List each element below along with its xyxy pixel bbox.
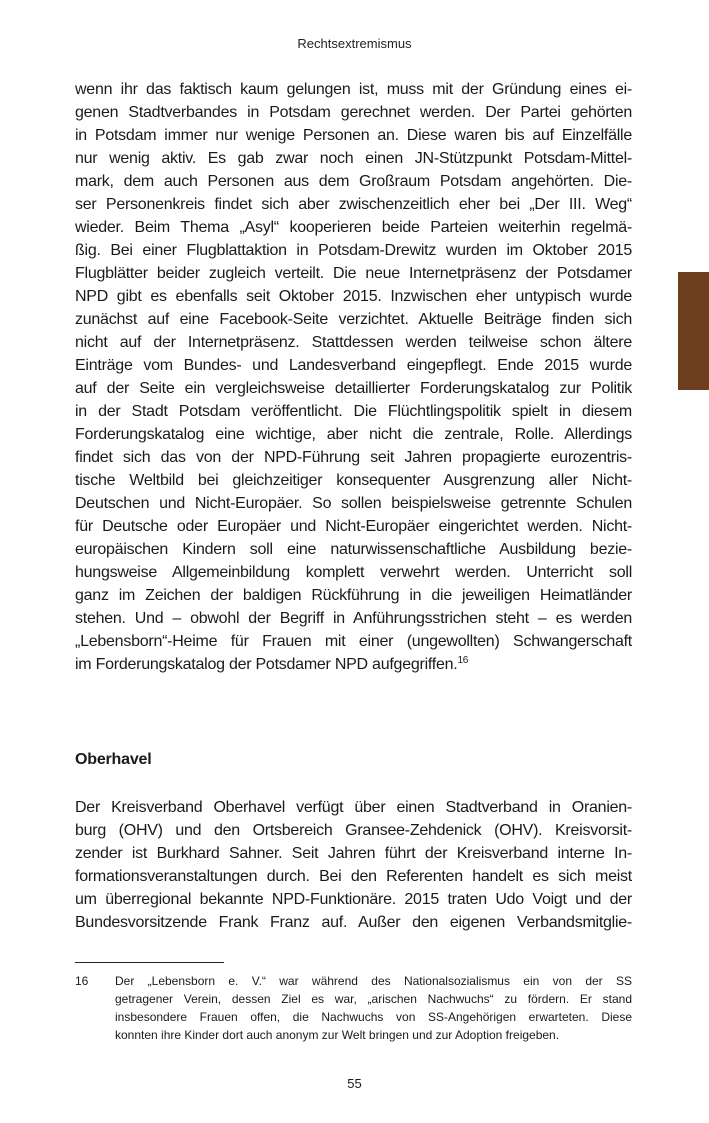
- chapter-tab-marker: [678, 272, 709, 390]
- page-number: 55: [347, 1076, 362, 1091]
- text-line: Einträge vom Bundes- und Landesverband eingepflegt. Ende 2015 wurde: [75, 357, 632, 374]
- text-line: in der Stadt Potsdam veröffentlicht. Die Flüchtlingspolitik spielt in diesem: [75, 403, 632, 420]
- body-paragraph-2: [75, 796, 632, 934]
- text-line: europäischen Kindern soll eine naturwissenschaftliche Ausbildung bezie-: [75, 541, 632, 558]
- text-line: um überregional bekannte NPD-Funktionäre. 2015 traten Udo Voigt und der: [75, 891, 632, 908]
- text-line-last: [75, 653, 632, 676]
- text-line: wenn ihr das faktisch kaum gelungen ist, muss mit der Gründung eines ei-: [75, 81, 632, 98]
- section-heading: Oberhavel: [75, 751, 152, 768]
- text-line: zender ist Burkhard Sahner. Seit Jahren führt der Kreisverband interne In-: [75, 845, 632, 862]
- text-line: stehen. Und – obwohl der Begriff in Anführungsstrichen steht – es werden: [75, 610, 632, 627]
- footnote-separator: [75, 962, 224, 963]
- text-line: Deutschen und Nicht-Europäer. So sollen beispielsweise getrennte Schulen: [75, 495, 632, 512]
- text-line: für Deutsche oder Europäer und Nicht-Europäer eingerichtet werden. Nicht-: [75, 518, 632, 535]
- footnote-line: konnten ihre Kinder dort auch anonym zur Welt bringen und zur Adoption freigeben.: [115, 1028, 560, 1042]
- text-line-last-content: im Forderungskatalog der Potsdamer NPD aufgegriffen.: [75, 656, 458, 673]
- footnote-line: Der „Lebensborn e. V.“ war während des Nationalsozialismus ein von der SS: [115, 974, 632, 988]
- running-header: Rechtsextremismus: [297, 36, 412, 51]
- text-line: ßig. Bei einer Flugblattaktion in Potsdam-Drewitz wurden im Oktober 2015: [75, 242, 632, 259]
- text-line: Forderungskatalog eine wichtige, aber nicht die zentrale, Rolle. Allerdings: [75, 426, 632, 443]
- footnote-number: 16: [75, 974, 89, 988]
- text-line: zunächst auf eine Facebook-Seite verzichtet. Aktuelle Beiträge finden sich: [75, 311, 632, 328]
- text-line: Flugblätter beider zugleich verteilt. Die neue Internetpräsenz der Potsdamer: [75, 265, 632, 282]
- text-line: ganz im Zeichen der baldigen Rückführung in die jeweiligen Heimatländer: [75, 587, 632, 604]
- footnote-line: getragener Verein, dessen Ziel es war, „arischen Nachwuchs“ zu fördern. Er stand: [115, 992, 632, 1006]
- text-line: nicht auf der Internetpräsenz. Stattdessen werden teilweise schon ältere: [75, 334, 632, 351]
- text-line: NPD gibt es ebenfalls seit Oktober 2015. Inzwischen eher untypisch wurde: [75, 288, 632, 305]
- footnote-text: [115, 972, 632, 1044]
- text-line: auf der Seite ein vergleichsweise detaillierter Forderungskatalog zur Politik: [75, 380, 632, 397]
- text-line: wieder. Beim Thema „Asyl“ kooperieren beide Parteien weiterhin regelmä-: [75, 219, 632, 236]
- body-paragraph-1: [75, 78, 632, 676]
- text-line: burg (OHV) und den Ortsbereich Gransee-Zehdenick (OHV). Kreisvorsit-: [75, 822, 632, 839]
- text-line: Bundesvorsitzende Frank Franz auf. Außer den eigenen Verbandsmitglie-: [75, 914, 632, 931]
- text-line: „Lebensborn“-Heime für Frauen mit einer (ungewollten) Schwangerschaft: [75, 633, 632, 650]
- text-line: Der Kreisverband Oberhavel verfügt über einen Stadtverband in Oranien-: [75, 799, 632, 816]
- text-line: hungsweise Allgemeinbildung komplett verwehrt werden. Unterricht soll: [75, 564, 632, 581]
- text-line: in Potsdam immer nur wenige Personen an. Diese waren bis auf Einzelfälle: [75, 127, 632, 144]
- text-line: mark, dem auch Personen aus dem Großraum Potsdam angehörten. Die-: [75, 173, 632, 190]
- text-line: ser Personenkreis findet sich aber zwischenzeitlich eher bei „Der III. Weg“: [75, 196, 632, 213]
- text-line: findet sich das von der NPD-Führung seit Jahren propagierte eurozentris-: [75, 449, 632, 466]
- text-line: formationsveranstaltungen durch. Bei den Referenten handelt es sich meist: [75, 868, 632, 885]
- footnote-reference[interactable]: 16: [457, 655, 469, 666]
- text-line: genen Stadtverbandes in Potsdam gerechnet werden. Der Partei gehörten: [75, 104, 632, 121]
- footnote-line: insbesondere Frauen offen, die Nachwuchs von SS-Angehörigen erwarteten. Diese: [115, 1010, 632, 1024]
- text-line: tische Weltbild bei gleichzeitiger konsequenter Ausgrenzung aller Nicht-: [75, 472, 632, 489]
- text-line: nur wenig aktiv. Es gab zwar noch einen JN-Stützpunkt Potsdam-Mittel-: [75, 150, 632, 167]
